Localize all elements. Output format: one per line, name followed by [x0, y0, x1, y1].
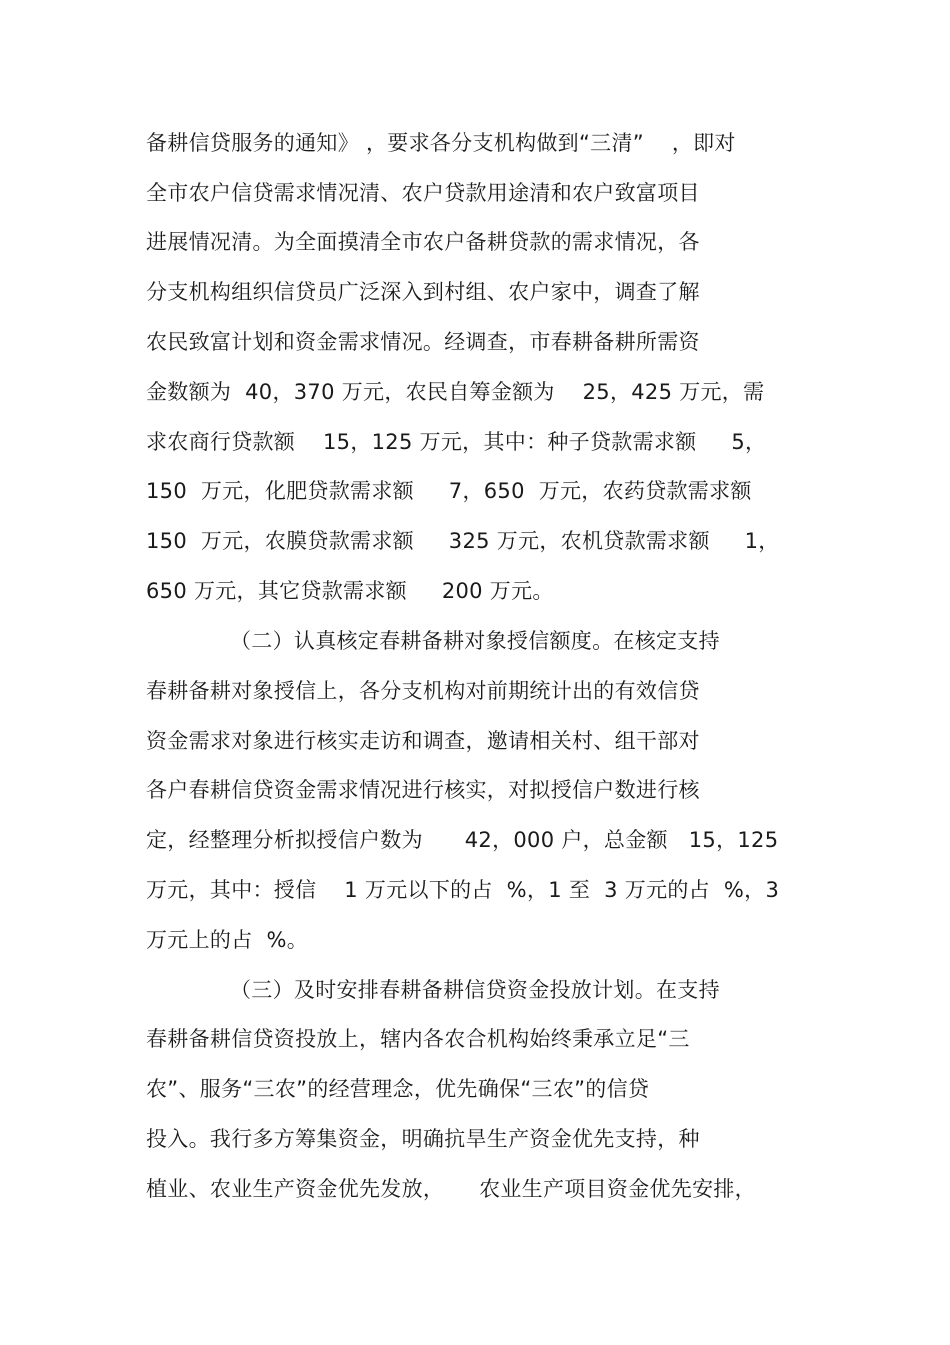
text-line: 各户春耕信贷资金需求情况进行核实，对拟授信户数进行核 [146, 778, 700, 802]
text-line: 定，经整理分析拟授信户数为 42，000 户，总金额 15，125 [146, 828, 779, 852]
text-line: 进展情况清。为全面摸清全市农户备耕贷款的需求情况，各 [146, 230, 700, 254]
paragraph-heading: （三）及时安排春耕备耕信贷资金投放计划。在支持 [230, 978, 720, 1002]
text-line: 金数额为 40，370 万元，农民自筹金额为 25，425 万元，需 [146, 380, 765, 404]
text-line: 资金需求对象进行核实走访和调查，邀请相关村、组干部对 [146, 729, 700, 753]
text-line: 春耕备耕对象授信上，各分支机构对前期统计出的有效信贷 [146, 679, 700, 703]
text-line: 150 万元，化肥贷款需求额 7，650 万元，农药贷款需求额 [146, 479, 752, 503]
text-line: 分支机构组织信贷员广泛深入到村组、农户家中，调查了解 [146, 280, 700, 304]
text-line: 农民致富计划和资金需求情况。经调查，市春耕备耕所需资 [146, 330, 700, 354]
text-line: 全市农户信贷需求情况清、农户贷款用途清和农户致富项目 [146, 181, 700, 205]
text-line: 万元上的占 %。 [146, 928, 309, 952]
text-line: 农”、服务“三农”的经营理念，优先确保“三农”的信贷 [146, 1077, 650, 1101]
text-line: 650 万元，其它贷款需求额 200 万元。 [146, 579, 554, 603]
text-line: 春耕备耕信贷资投放上，辖内各农合机构始终秉承立足“三 [146, 1027, 690, 1051]
text-line: 150 万元，农膜贷款需求额 325 万元，农机贷款需求额 1， [146, 529, 780, 553]
paragraph-heading: （二）认真核定春耕备耕对象授信额度。在核定支持 [230, 629, 720, 653]
text-line: 万元，其中：授信 1 万元以下的占 %，1 至 3 万元的占 %，3 [146, 878, 780, 902]
text-line: 植业、农业生产资金优先发放， 农业生产项目资金优先安排， [146, 1177, 756, 1201]
text-line: 投入。我行多方筹集资金，明确抗旱生产资金优先支持，种 [146, 1127, 700, 1151]
text-line: 求农商行贷款额 15，125 万元，其中：种子贷款需求额 5， [146, 430, 767, 454]
text-line: 备耕信贷服务的通知》 ，要求各分支机构做到“三清” ，即对 [146, 131, 736, 155]
